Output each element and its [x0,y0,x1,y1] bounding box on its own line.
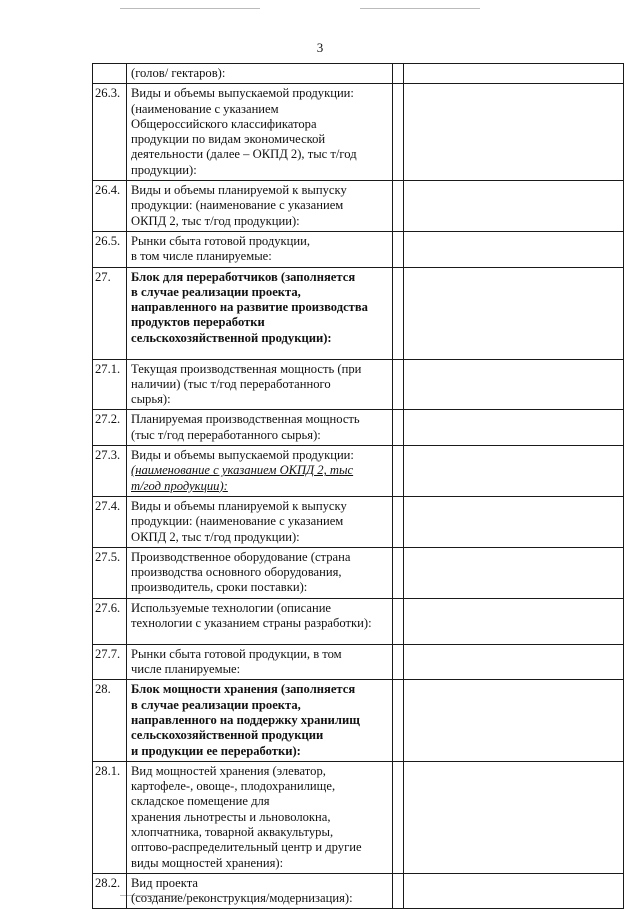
row-label-line: деятельности (далее – ОКПД 2), тыс т/год [131,147,357,162]
row-spacer-cell [393,761,404,873]
row-answer-field[interactable] [404,680,624,761]
row-label-line: Используемые технологии (описание [131,600,332,615]
row-number: 27. [93,267,127,359]
row-label-line: Текущая производственная мощность (при [131,361,362,376]
row-number: 27.6. [93,598,127,644]
scan-artifact-top-right [360,8,480,9]
row-spacer-cell [393,410,404,446]
row-spacer-cell [393,680,404,761]
row-answer-field[interactable] [404,761,624,873]
row-label-line: производитель, сроки поставки): [131,580,308,595]
form-row [93,644,624,680]
form-row [93,761,624,873]
row-label [127,496,393,547]
scan-artifact-top [120,8,260,9]
row-number: 27.3. [93,446,127,497]
row-label-line: хлопчатника, товарной аквакультуры, [131,824,334,839]
row-number: 28.1. [93,761,127,873]
row-label-line: в том числе планируемые: [131,249,272,264]
row-number: 26.3. [93,84,127,181]
row-label [127,547,393,598]
row-label [127,644,393,680]
row-label-line: в случае реализации проекта, [131,284,301,299]
row-answer-field[interactable] [404,644,624,680]
row-label-line: (тыс т/год переработанного сырья): [131,427,321,442]
row-label-line: Общероссийского классификатора [131,116,317,131]
row-spacer-cell [393,267,404,359]
row-label-line: складское помещение для [131,794,270,809]
row-label-line: технологии с указанием страны разработки): [131,616,372,631]
row-label-line: хранения льнотресты и льноволокна, [131,809,331,824]
form-row [93,84,624,181]
row-label-line: числе планируемые: [131,662,241,677]
form-row [93,410,624,446]
row-label-line: ОКПД 2, тыс т/год продукции): [131,529,300,544]
row-label-line: Виды и объемы выпускаемой продукции: [131,86,354,101]
row-label-line: Блок мощности хранения (заполняется [131,682,356,697]
row-label [127,761,393,873]
row-label [127,598,393,644]
row-label-line: виды мощностей хранения): [131,855,284,870]
row-label-italic-line: т/год продукции): [131,478,228,493]
row-label-line: Рынки сбыта готовой продукции, [131,233,311,248]
row-label-line: (наименование с указанием [131,101,279,116]
row-label-line: Блок для переработчиков (заполняется [131,269,356,284]
row-label-line: (создание/реконструкция/модернизация): [131,891,353,906]
row-spacer-cell [393,446,404,497]
row-number: 27.7. [93,644,127,680]
row-label [127,359,393,410]
application-form-table [92,63,624,909]
row-answer-field[interactable] [404,598,624,644]
row-label-line: Виды и объемы планируемой к выпуску [131,183,347,198]
row-answer-field[interactable] [404,267,624,359]
row-label-italic-line: (наименование с указанием ОКПД 2, тыс [131,463,354,478]
row-spacer-cell [393,598,404,644]
row-label-line: (голов/ гектаров): [131,66,226,80]
form-row [93,547,624,598]
row-label-line: сельскохозяйственной продукции): [131,330,332,345]
row-label-line: и продукции ее переработки): [131,743,301,758]
row-spacer-cell [393,84,404,181]
row-number: 26.5. [93,231,127,267]
row-label-line: продукции: (наименование с указанием [131,514,344,529]
row-label [127,84,393,181]
page-number: 3 [316,40,324,55]
row-spacer-cell [393,547,404,598]
row-spacer-cell [393,231,404,267]
row-spacer-cell [393,873,404,909]
row-label-line: наличии) (тыс т/год переработанного [131,376,331,391]
row-answer-field[interactable] [404,181,624,232]
row-label-line: Виды и объемы планируемой к выпуску [131,498,347,513]
row-label-line: ОКПД 2, тыс т/год продукции): [131,213,300,228]
form-row [93,181,624,232]
row-label-line: продукции: (наименование с указанием [131,198,344,213]
form-row [93,359,624,410]
row-number: 28. [93,680,127,761]
row-answer-field[interactable] [404,547,624,598]
row-label-line: Планируемая производственная мощность [131,412,360,427]
row-number: 27.4. [93,496,127,547]
row-spacer-cell [393,496,404,547]
row-answer-field[interactable] [404,410,624,446]
row-label-line: оптово-распределительный центр и другие [131,840,362,855]
row-answer-field[interactable] [404,231,624,267]
row-number: 27.5. [93,547,127,598]
row-label-line: производства основного оборудования, [131,565,342,580]
row-label-line: картофеле-, овоще-, плодохранилище, [131,779,336,794]
row-label-line: продуктов переработки [131,315,265,330]
row-label-line: продукции): [131,162,197,177]
row-spacer-cell [393,64,404,84]
row-label [127,680,393,761]
row-label-line: Виды и объемы выпускаемой продукции: [131,448,354,463]
row-label-line: направленного на развитие производства [131,300,368,315]
row-spacer-cell [393,359,404,410]
form-row [93,873,624,909]
row-number: 27.2. [93,410,127,446]
row-answer-field[interactable] [404,446,624,497]
row-label [127,181,393,232]
row-label-line: направленного на поддержку хранилищ [131,712,360,727]
form-row [93,64,624,84]
row-label [127,446,393,497]
row-label-line: в случае реализации проекта, [131,697,301,712]
row-number: 28.2. [93,873,127,909]
row-label [127,64,393,84]
form-row [93,267,624,359]
form-row [93,496,624,547]
row-answer-field[interactable] [404,873,624,909]
row-number: 26.4. [93,181,127,232]
row-number: 27.1. [93,359,127,410]
form-row [93,446,624,497]
row-answer-field[interactable] [404,359,624,410]
row-number [93,64,127,84]
form-row [93,680,624,761]
row-answer-field[interactable] [404,496,624,547]
row-label [127,231,393,267]
row-label-line: Вид мощностей хранения (элеватор, [131,763,326,778]
row-label-line: Рынки сбыта готовой продукции, в том [131,646,342,661]
row-label-line: сельскохозяйственной продукции [131,728,324,743]
form-row [93,231,624,267]
form-row [93,598,624,644]
row-label [127,873,393,909]
row-spacer-cell [393,181,404,232]
row-answer-field[interactable] [404,64,624,84]
row-label [127,410,393,446]
row-spacer-cell [393,644,404,680]
row-label-line: сырья): [131,392,171,407]
form-rows [93,64,624,909]
row-label-line: Производственное оборудование (страна [131,549,351,564]
row-label [127,267,393,359]
row-label-line: продукции по видам экономической [131,132,326,147]
row-label-line: Вид проекта [131,875,198,890]
row-answer-field[interactable] [404,84,624,181]
